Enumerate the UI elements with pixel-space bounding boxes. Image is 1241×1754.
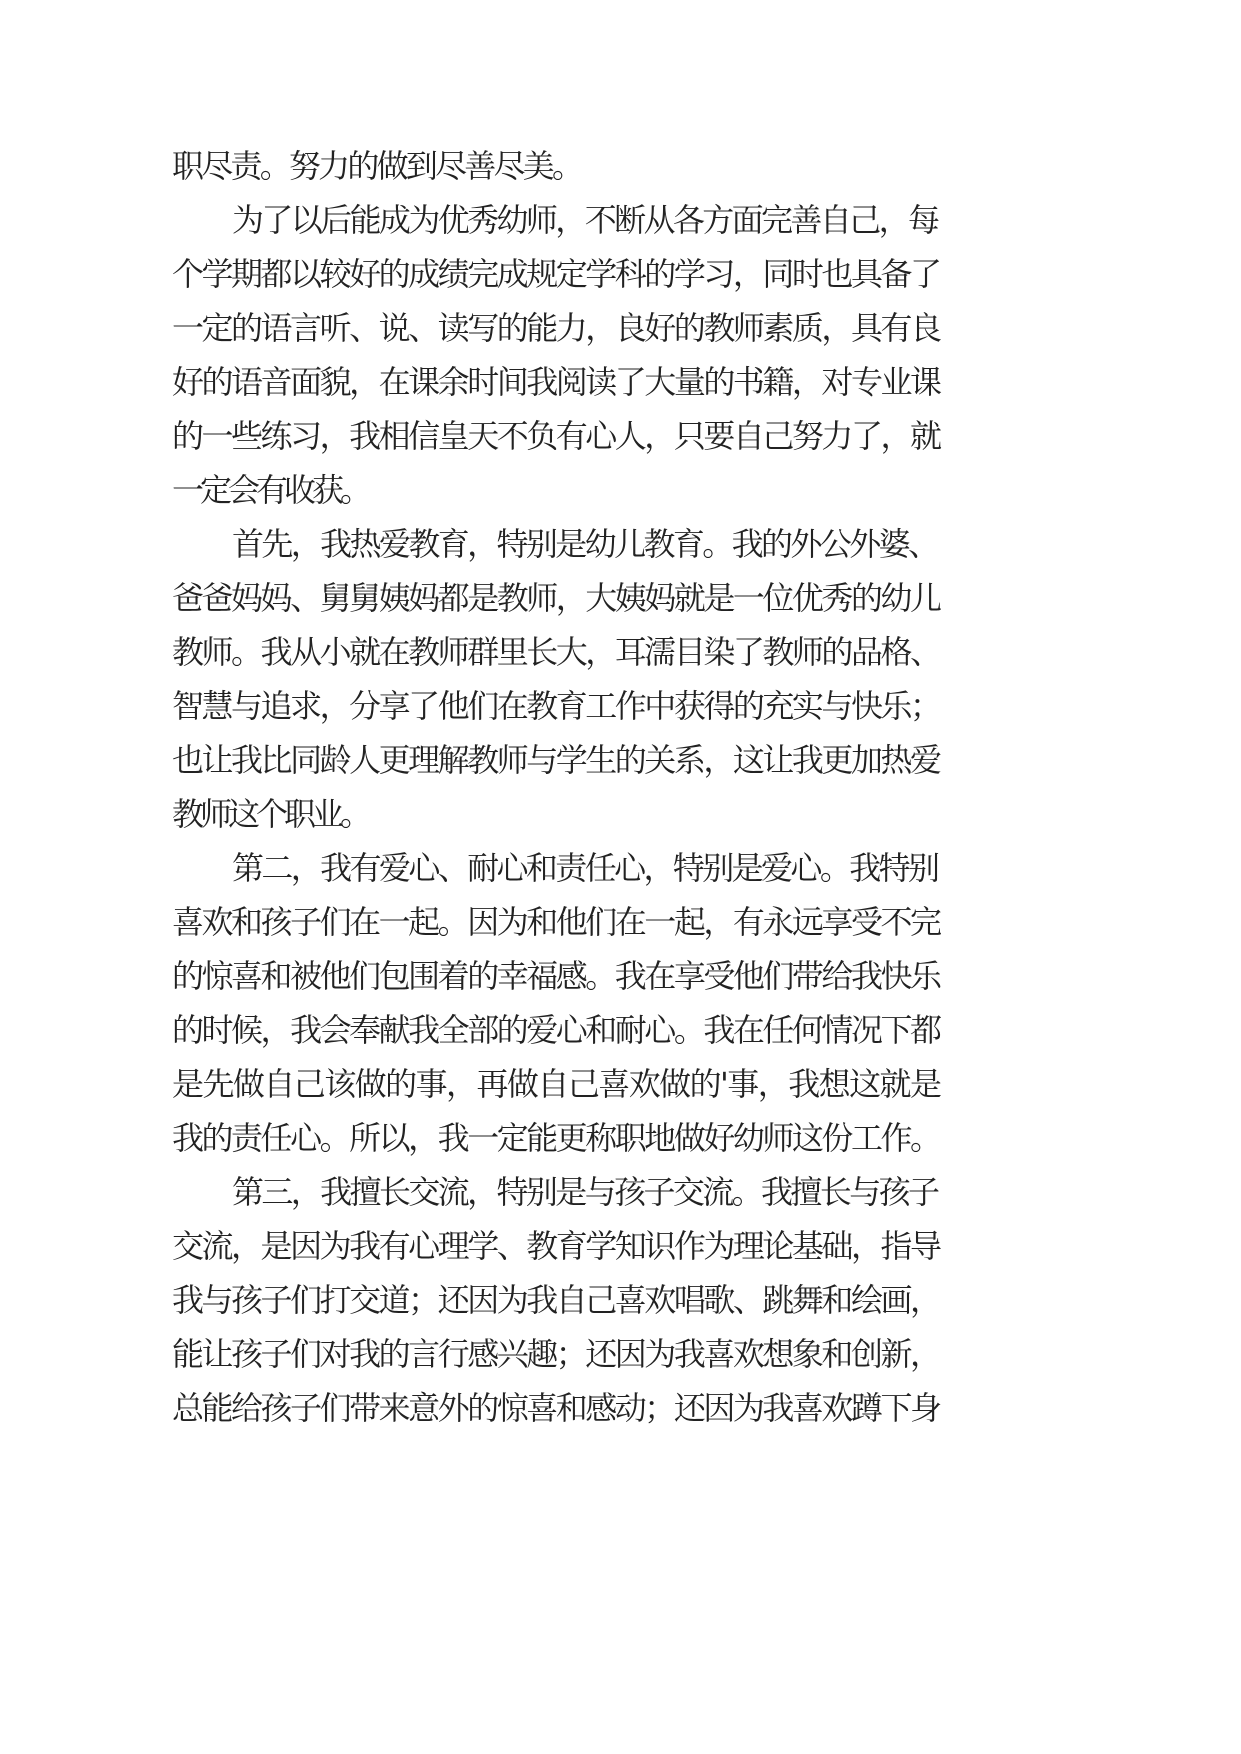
text-line xyxy=(0,460,1241,520)
text-line xyxy=(0,1324,1241,1384)
line-text: 智慧与追求，分享了他们在教育工作中获得的充实与快乐； xyxy=(172,687,940,725)
line-text: 是先做自己该做的事，再做自己喜欢做的'事，我想这就是 xyxy=(172,1065,941,1103)
text-line xyxy=(0,136,1241,196)
text-line xyxy=(0,1378,1241,1438)
text-line xyxy=(0,406,1241,466)
line-text: 也让我比同龄人更理解教师与学生的关系，这让我更加热爱 xyxy=(172,741,940,779)
text-line xyxy=(0,1270,1241,1330)
line-text: 个学期都以较好的成绩完成规定学科的学习，同时也具备了 xyxy=(172,255,940,293)
text-line xyxy=(0,1000,1241,1060)
line-text: 首先，我热爱教育，特别是幼儿教育。我的外公外婆、 xyxy=(232,525,938,563)
line-text: 一定会有收获。 xyxy=(172,471,369,509)
text-line xyxy=(0,892,1241,952)
line-text: 为了以后能成为优秀幼师，不断从各方面完善自己，每 xyxy=(232,201,938,239)
text-line xyxy=(0,298,1241,358)
line-text: 交流，是因为我有心理学、教育学知识作为理论基础，指导 xyxy=(172,1227,940,1265)
text-line xyxy=(0,1108,1241,1168)
line-text: 的时候，我会奉献我全部的爱心和耐心。我在任何情况下都 xyxy=(172,1011,940,1049)
line-text: 好的语音面貌，在课余时间我阅读了大量的书籍，对专业课 xyxy=(172,363,940,401)
line-text: 第二，我有爱心、耐心和责任心，特别是爱心。我特别 xyxy=(232,849,938,887)
line-text: 第三，我擅长交流，特别是与孩子交流。我擅长与孩子 xyxy=(232,1173,938,1211)
line-text: 我的责任心。所以，我一定能更称职地做好幼师这份工作。 xyxy=(172,1119,940,1157)
text-line xyxy=(0,1216,1241,1276)
line-text: 的惊喜和被他们包围着的幸福感。我在享受他们带给我快乐 xyxy=(172,957,940,995)
line-text: 爸爸妈妈、舅舅姨妈都是教师，大姨妈就是一位优秀的幼儿 xyxy=(172,579,940,617)
text-line xyxy=(0,244,1241,304)
line-text: 我与孩子们打交道；还因为我自己喜欢唱歌、跳舞和绘画， xyxy=(172,1281,940,1319)
text-line xyxy=(0,1162,1241,1222)
text-line xyxy=(0,784,1241,844)
line-text: 职尽责。努力的做到尽善尽美。 xyxy=(172,147,582,185)
text-line xyxy=(0,676,1241,736)
line-text: 的一些练习，我相信皇天不负有心人，只要自己努力了，就 xyxy=(172,417,940,455)
text-line xyxy=(0,514,1241,574)
line-text: 教师这个职业。 xyxy=(172,795,369,833)
text-line xyxy=(0,1054,1241,1114)
line-text: 教师。我从小就在教师群里长大，耳濡目染了教师的品格、 xyxy=(172,633,940,671)
line-text: 喜欢和孩子们在一起。因为和他们在一起，有永远享受不完 xyxy=(172,903,940,941)
line-text: 总能给孩子们带来意外的惊喜和感动；还因为我喜欢蹲下身 xyxy=(172,1389,940,1427)
text-line xyxy=(0,838,1241,898)
text-line xyxy=(0,352,1241,412)
text-line xyxy=(0,730,1241,790)
line-text: 能让孩子们对我的言行感兴趣；还因为我喜欢想象和创新， xyxy=(172,1335,940,1373)
text-line xyxy=(0,946,1241,1006)
text-line xyxy=(0,568,1241,628)
text-line xyxy=(0,190,1241,250)
line-text: 一定的语言听、说、读写的能力，良好的教师素质，具有良 xyxy=(172,309,940,347)
text-line xyxy=(0,622,1241,682)
